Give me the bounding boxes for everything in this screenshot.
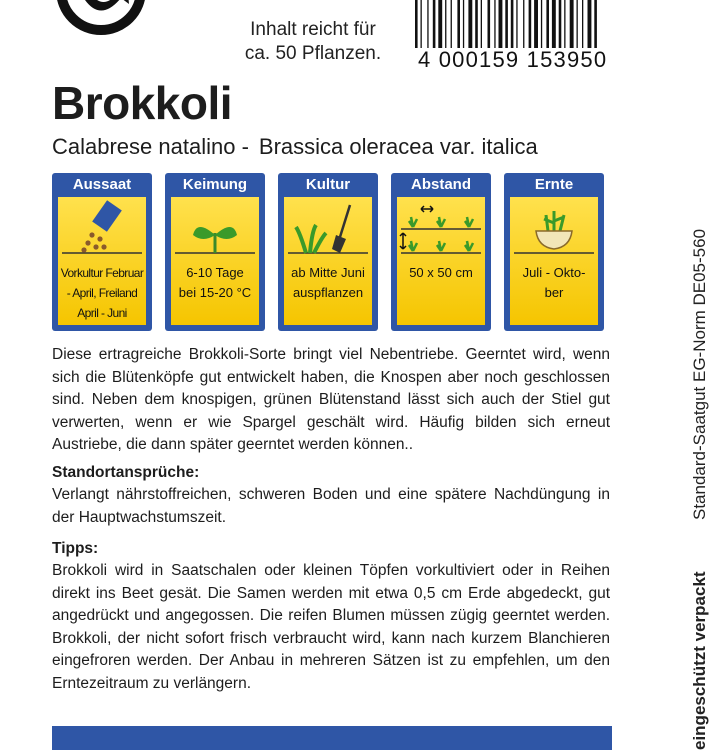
barcode-bar: [559, 0, 562, 48]
barcode-bar: [541, 0, 542, 48]
barcode-bar: [546, 0, 549, 48]
info-box-kultur: [278, 173, 378, 331]
barcode-bar: [594, 0, 597, 48]
barcode-bar: [415, 0, 418, 48]
info-box-ernte: [504, 173, 604, 331]
tipps-heading: Tipps:: [52, 540, 99, 557]
standard-note: Standard-Saatgut EG-Norm DE05-560: [690, 228, 709, 520]
barcode-bar: [505, 0, 508, 48]
barcode-bar: [427, 0, 428, 48]
info-box-value: 50 x 50 cm: [409, 265, 473, 280]
barcode: [415, 0, 645, 48]
info-box-abstand: [391, 173, 491, 331]
seed-packet-icon: [58, 197, 146, 259]
info-box-value: ab Mitte Juni auspflanzen: [291, 265, 365, 300]
spacing-icon: [397, 197, 485, 259]
harvest-bowl-icon: [510, 197, 598, 259]
barcode-bar: [582, 0, 583, 48]
barcode-bar: [445, 0, 446, 48]
barcode-bar: [457, 0, 460, 48]
ean-number: 4 000159 153950: [418, 47, 608, 72]
barcode-bar: [494, 0, 495, 48]
barcode-bar: [421, 0, 422, 48]
barcode-bar: [516, 0, 517, 48]
info-box-label: Keimung: [182, 176, 248, 193]
cultivation-info-boxes: [52, 173, 612, 331]
packaging-note: eingeschützt verpackt: [690, 571, 709, 750]
standort-text: Verlangt nährstoffreichen, schweren Boden und eine spätere Nachdüngung in der Hauptwachstumszeit.: [52, 486, 610, 526]
info-box-value: 6-10 Tage bei 15-20 °C: [178, 265, 252, 300]
barcode-bar: [552, 0, 556, 48]
barcode-bar: [463, 0, 464, 48]
barcode-bar: [570, 0, 574, 48]
sprout-icon: [171, 197, 259, 259]
description-text: Diese ertragreiche Brokkoli-Sorte bringt viel Nebentriebe. Geerntet wird, wenn sich die Blütenköpfe gut entwickelt haben, die Knospen aber noch geschlossen sind. Neben dem knospigen, grünen Blütenstand lässt sich auch der Stiel gut verwerten, wenn er wie Spargel geschält wird. Häufig bilden sich erneut Austriebe, die dann später geerntet werden können..: [52, 346, 610, 453]
product-title: Brokkoli: [52, 77, 233, 129]
barcode-bar: [577, 0, 578, 48]
barcode-bar: [468, 0, 472, 48]
info-box-value: Juli - Okto- ber: [522, 265, 586, 300]
barcode-bar: [433, 0, 436, 48]
product-subtitle: [52, 134, 548, 160]
info-box-label: Abstand: [411, 176, 471, 193]
standort-heading: Standortansprüche:: [52, 464, 200, 481]
tipps-text: Brokkoli wird in Saatschalen oder kleinen Töpfen vorkultiviert oder in Reihen direkt ins Beet gesät. Die Samen werden mit etwa 0,5 cm Erde abgedeckt, gut angedrückt und angegossen. Die reifen Blumen müssen zügig geerntet werden. Brokkoli, der nicht sofort frisch verbraucht wird, kann nach kurzem Blanchieren eingefroren werden. Der Anbau in mehreren Sätzen ist zu empfehlen, um den Erntezeitraum zu verlängern.: [52, 562, 610, 692]
info-box-label: Ernte: [534, 176, 574, 193]
barcode-bar: [564, 0, 565, 48]
barcode-bar: [451, 0, 452, 48]
content-note: [228, 18, 398, 66]
info-box-label: Kultur: [305, 176, 351, 193]
info-box-value: Vorkultur Februar - April, Freiland April - Juni: [60, 266, 144, 320]
barcode-bar: [438, 0, 442, 48]
barcode-bar: [523, 0, 524, 48]
barcode-bar: [488, 0, 491, 48]
content-line-2: ca. 50 Pflanzen.: [244, 43, 382, 64]
spade-plant-icon: [284, 197, 372, 259]
barcode-bar: [475, 0, 478, 48]
brand-logo: [55, 0, 147, 35]
barcode-bar: [511, 0, 514, 48]
barcode-bar: [588, 0, 592, 48]
info-box-label: Aussaat: [72, 176, 132, 193]
content-line-1: Inhalt reicht für: [250, 19, 376, 40]
barcode-bar: [481, 0, 482, 48]
botanical-name: Brassica oleracea var. italica: [258, 134, 538, 159]
barcode-bar: [529, 0, 532, 48]
variety-name: Calabrese natalino -: [52, 134, 249, 159]
barcode-bar: [499, 0, 503, 48]
barcode-bar: [534, 0, 538, 48]
bottom-band: [52, 726, 612, 750]
info-box-aussaat: [52, 173, 152, 331]
info-box-keimung: [165, 173, 265, 331]
